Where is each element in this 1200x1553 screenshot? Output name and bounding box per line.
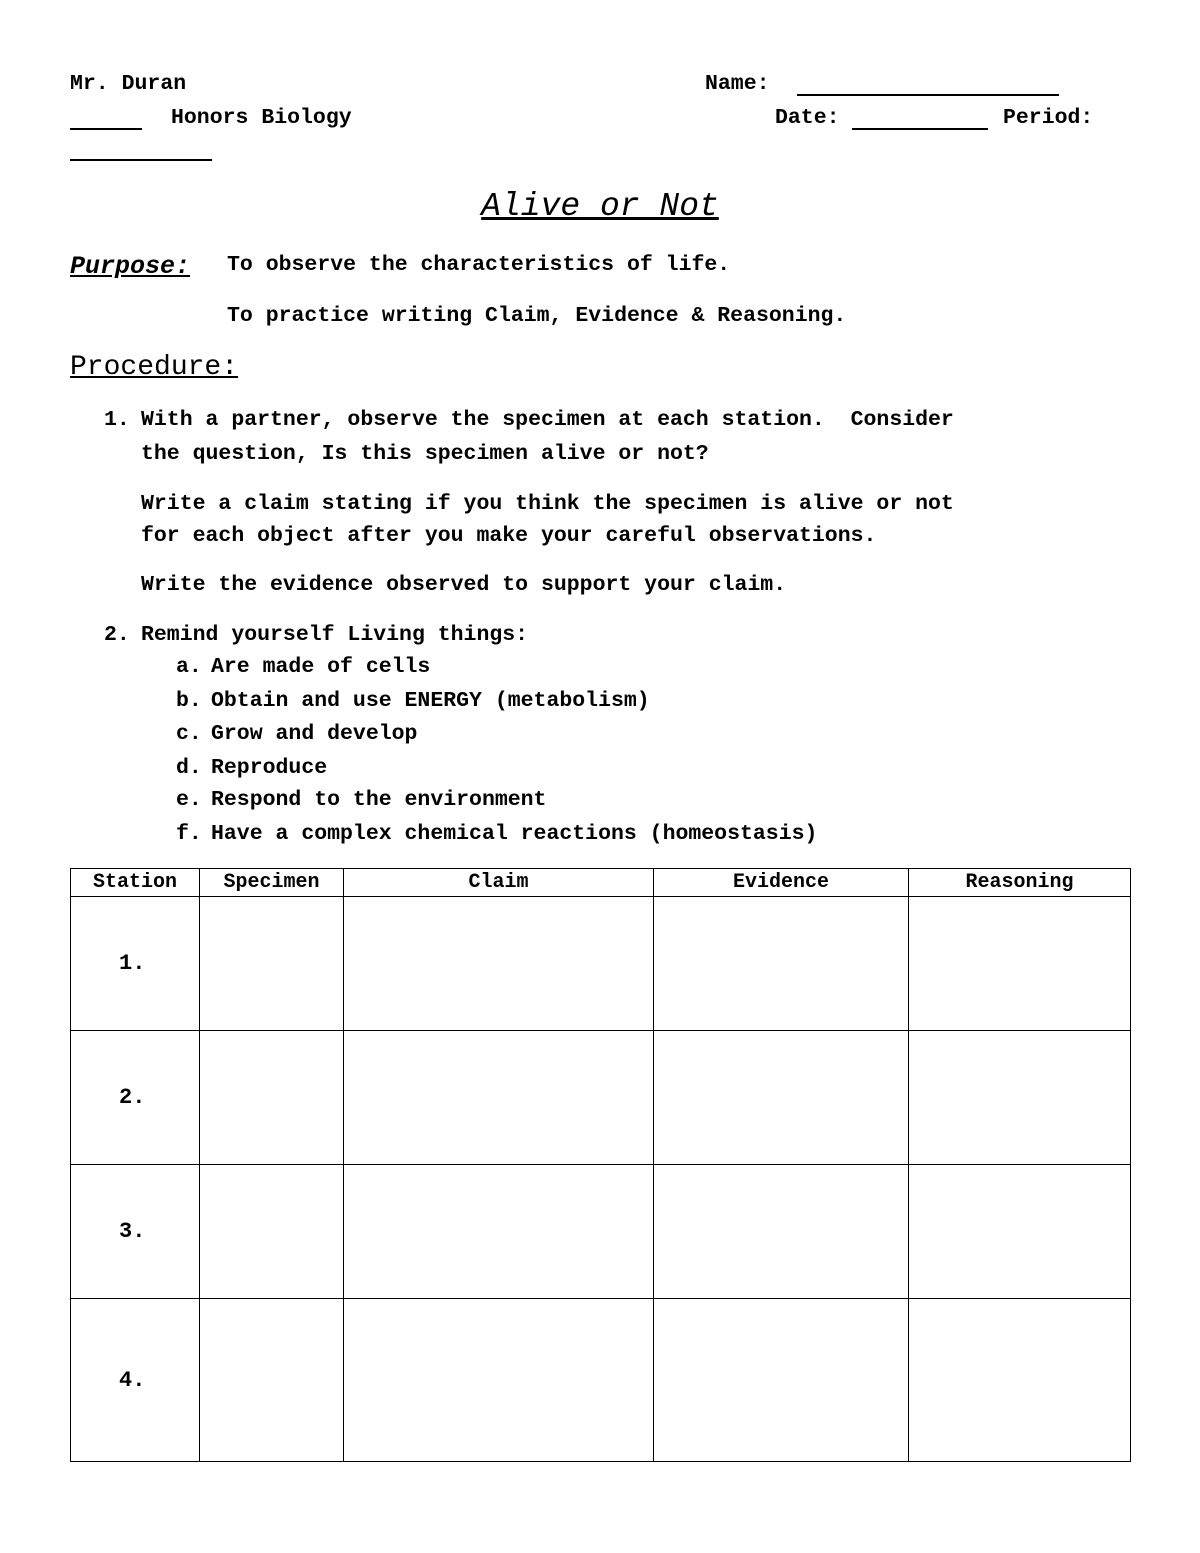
list-item: Respond to the environment <box>211 788 547 812</box>
list-item-letter: c. <box>176 722 202 746</box>
cer-table <box>70 868 1131 1462</box>
purpose-line-2: To practice writing Claim, Evidence & Reasoning. <box>227 304 847 328</box>
teacher-name: Mr. Duran <box>70 72 187 96</box>
step-1-line-1: With a partner, observe the specimen at each station. Consider <box>141 408 954 432</box>
step-number: 2. <box>104 623 130 647</box>
specimen-cell[interactable] <box>200 1299 344 1462</box>
column-header-reasoning: Reasoning <box>909 869 1131 897</box>
evidence-cell[interactable] <box>654 897 909 1031</box>
step-2-text: Remind yourself Living things: <box>141 623 529 647</box>
page-title: Alive or Not <box>481 188 719 225</box>
step-number: 1. <box>104 408 130 432</box>
evidence-cell[interactable] <box>654 1165 909 1299</box>
name-label: Name: <box>705 72 770 96</box>
list-item: Grow and develop <box>211 722 418 746</box>
table-row <box>71 1031 1131 1165</box>
column-header-evidence: Evidence <box>654 869 909 897</box>
table-row <box>71 1299 1131 1462</box>
claim-cell[interactable] <box>344 1031 654 1165</box>
station-number: 3. <box>71 1165 200 1299</box>
claim-cell[interactable] <box>344 897 654 1031</box>
reasoning-cell[interactable] <box>909 1299 1131 1462</box>
list-item-letter: d. <box>176 756 202 780</box>
date-label: Date: <box>775 106 840 130</box>
date-blank[interactable] <box>852 128 988 130</box>
column-header-station: Station <box>71 869 200 897</box>
step-1-claim-line-1: Write a claim stating if you think the specimen is alive or not <box>141 492 954 516</box>
specimen-cell[interactable] <box>200 1165 344 1299</box>
claim-cell[interactable] <box>344 1165 654 1299</box>
table-row <box>71 1165 1131 1299</box>
course-blank[interactable] <box>70 128 142 130</box>
purpose-line-1: To observe the characteristics of life. <box>227 253 731 277</box>
step-1-evidence-line: Write the evidence observed to support your claim. <box>141 573 787 597</box>
step-1-line-2: the question, Is this specimen alive or not? <box>141 442 709 466</box>
period-blank[interactable] <box>70 159 212 161</box>
reasoning-cell[interactable] <box>909 1165 1131 1299</box>
list-item: Have a complex chemical reactions (homeostasis) <box>211 822 818 846</box>
table-header-row <box>71 869 1131 897</box>
reasoning-cell[interactable] <box>909 1031 1131 1165</box>
station-number: 1. <box>71 897 200 1031</box>
specimen-cell[interactable] <box>200 897 344 1031</box>
course-name: Honors Biology <box>171 106 352 130</box>
evidence-cell[interactable] <box>654 1031 909 1165</box>
evidence-cell[interactable] <box>654 1299 909 1462</box>
list-item: Reproduce <box>211 756 328 780</box>
station-number: 2. <box>71 1031 200 1165</box>
claim-cell[interactable] <box>344 1299 654 1462</box>
list-item: Are made of cells <box>211 655 431 679</box>
procedure-heading: Procedure: <box>70 352 239 383</box>
specimen-cell[interactable] <box>200 1031 344 1165</box>
reasoning-cell[interactable] <box>909 897 1131 1031</box>
station-number: 4. <box>71 1299 200 1462</box>
list-item-letter: e. <box>176 788 202 812</box>
period-label: Period: <box>1003 106 1094 130</box>
column-header-claim: Claim <box>344 869 654 897</box>
list-item-letter: f. <box>176 822 202 846</box>
purpose-label: Purpose: <box>70 252 191 281</box>
name-blank[interactable] <box>797 94 1059 96</box>
list-item: Obtain and use ENERGY (metabolism) <box>211 689 650 713</box>
list-item-letter: b. <box>176 689 202 713</box>
step-1-claim-line-2: for each object after you make your careful observations. <box>141 524 877 548</box>
list-item-letter: a. <box>176 655 202 679</box>
table-row <box>71 897 1131 1031</box>
column-header-specimen: Specimen <box>200 869 344 897</box>
